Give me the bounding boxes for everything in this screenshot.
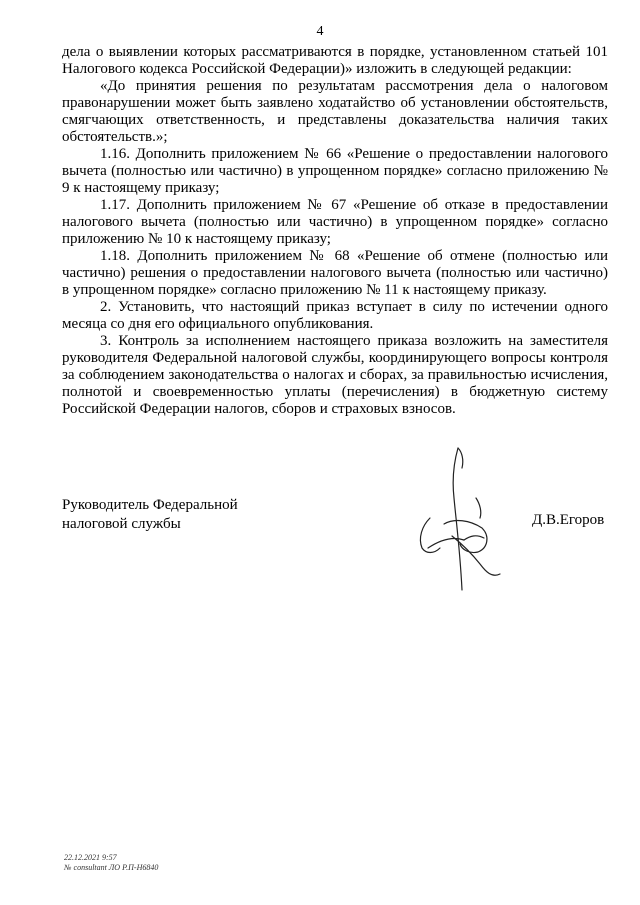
document-body [62, 44, 608, 418]
paragraph-item-1-16: 1.16. Дополнить приложением № 66 «Решение о предоставлении налогового вычета (полностью или частично) в упрощенном порядке» согласно приложению № 9 к настоящему приказу; [62, 146, 608, 196]
paragraph-item-1-17: 1.17. Дополнить приложением № 67 «Решение об отказе в предоставлении налогового вычета (полностью или частично) в упрощенном порядке» согласно приложению № 10 к настоящему приказу; [62, 197, 608, 247]
signer-name: Д.В.Егоров [532, 512, 605, 528]
page-number: 4 [316, 24, 324, 39]
signer-position-line-1: Руководитель Федеральной [62, 497, 238, 513]
paragraph-item-1-18: 1.18. Дополнить приложением № 68 «Решение об отмене (полностью или частично) решения о предоставлении налогового вычета (полностью или частично) в упрощенном порядке» согласно приложению № 11 к настоящему приказу. [62, 248, 608, 298]
signer-position-line-2: налоговой службы [62, 516, 181, 532]
signer-position [62, 496, 238, 534]
footer-reference: № consultant ЛО Р.П-Н6840 [64, 863, 159, 872]
footer-timestamp: 22.12.2021 9:57 [64, 853, 117, 862]
paragraph-quoted-text: «До принятия решения по результатам рассмотрения дела о налоговом правонарушении может быть заявлено ходатайство об установлении обстоятельств, смягчающих ответственность, и представлены доказательства наличия таких обстоятельств.»; [62, 78, 608, 145]
paragraph-continuation: дела о выявлении которых рассматриваются в порядке, установленном статьей 101 Налогового кодекса Российской Федерации)» изложить в следующей редакции: [62, 44, 608, 77]
footer-registration-note [64, 853, 158, 873]
handwritten-signature [400, 440, 530, 600]
paragraph-item-3: 3. Контроль за исполнением настоящего приказа возложить на заместителя руководителя Федеральной налоговой службы, координирующего вопросы контроля за соблюдением законодательства о налогах и сборах, за правильностью исчисления, полнотой и своевременностью уплаты (перечисления) в бюджетную систему Российской Федерации налогов, сборов и страховых взносов. [62, 333, 608, 417]
paragraph-item-2: 2. Установить, что настоящий приказ вступает в силу по истечении одного месяца со дня его официального опубликования. [62, 299, 608, 332]
